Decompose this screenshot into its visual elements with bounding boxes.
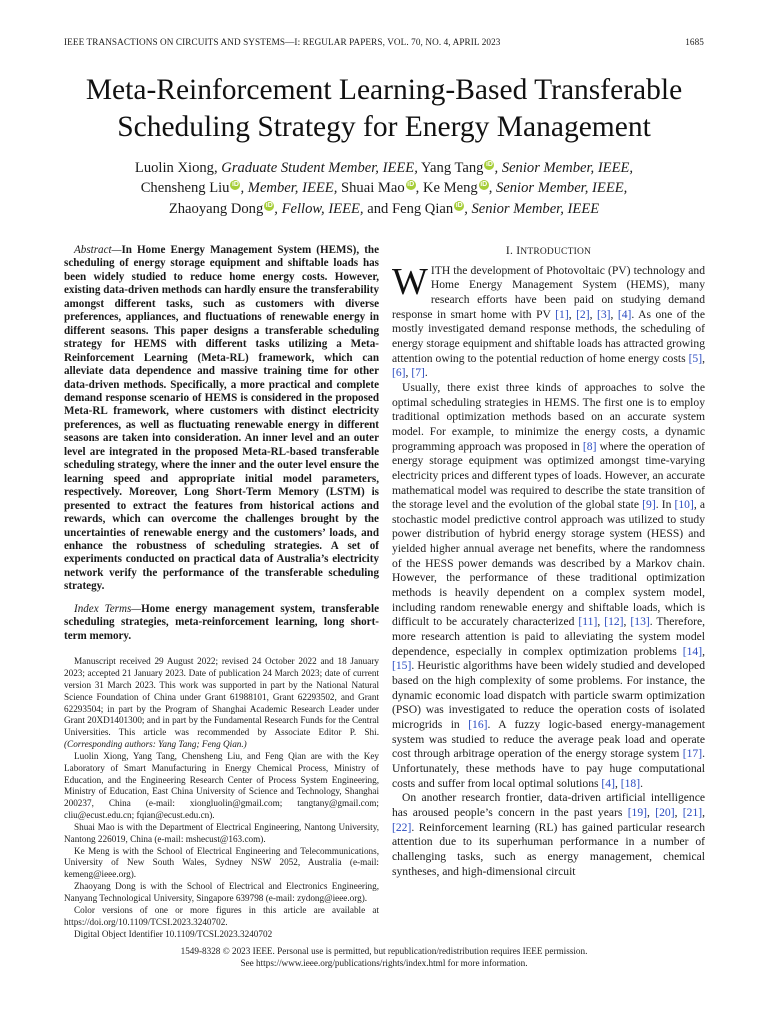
author-affiliation: , Senior Member, IEEE, xyxy=(494,160,634,176)
author-affiliation: , Fellow, IEEE, xyxy=(274,200,364,217)
paragraph-text: , xyxy=(614,776,621,790)
left-column xyxy=(64,244,379,940)
paragraph-text: . A fuzzy logic-based energy-management system was studied to reduce the average peak load and operate cost through arbitrage operation of the energy storage system xyxy=(392,718,705,761)
author-list xyxy=(40,158,728,219)
author-name: Luolin Xiong, xyxy=(134,160,218,176)
abstract xyxy=(64,244,379,594)
paragraph-text: , xyxy=(674,805,683,819)
section-heading xyxy=(392,244,705,260)
paragraph-text: . xyxy=(640,776,643,790)
title-line-1: Meta-Reinforcement Learning-Based Transferable xyxy=(85,74,683,106)
orcid-icon[interactable]: iD xyxy=(407,181,415,189)
paragraph-text: , xyxy=(702,644,705,658)
author-name: Ke Meng xyxy=(422,180,478,197)
author-name: Yang Tang xyxy=(420,160,484,176)
paragraph-text: , a stochastic model predictive control approach was utilized to study power distribution of hybrid energy storage system (HESS) and yielded higher annual average net benefits, where the randomness of the HESS power demands was described by a Markov chain. However, the performance of these traditional optimization methods is heavily dependent on a complex system model, including random renewable energy and shiftable loads, which is difficult to be accurately characterized xyxy=(392,498,705,629)
citation-link[interactable]: [14] xyxy=(682,644,703,658)
paragraph-text: . In xyxy=(655,498,675,512)
citation-link[interactable]: [10] xyxy=(674,498,694,512)
paragraph-text: , xyxy=(589,307,597,321)
author-name: Chensheng Liu xyxy=(140,180,230,197)
footnote xyxy=(64,822,379,846)
paragraph-text: , xyxy=(702,805,706,819)
footnote-text: Luolin Xiong, Yang Tang, Chensheng Liu, and Feng Qian are with the Key Laboratory of Smart Manufacturing in Energy Chemical Process, Ministry of Education, and the Engineering Research Center of Process System Engineering, Ministry of Education, East China University of Science and Technology, Shanghai 200237, China (e-mail: xiongluolin@gmail.com; tangtany@gmail.com; cliu@ecust.edu.cn; fqian@ecust.edu.cn). xyxy=(64,750,379,821)
paragraph-text: , xyxy=(568,307,577,321)
citation-link[interactable]: [13] xyxy=(630,615,650,629)
intro-paragraph-2 xyxy=(392,381,705,791)
abstract-text: In Home Energy Management System (HEMS), the scheduling of energy storage equipment and shiftable loads has been widely studied to reduce home energy costs. However, existing data-driven methods can hardly ensure the transferability amongst different tasks, such as customers with diverse preferences, appliances, and fluctuations of renewable energy in different seasons. This paper designs a transferable scheduling strategy for HEMS with different tasks utilizing a Meta-Reinforcement Learning (Meta-RL) framework, which can alleviate data dependence and massive training time for other data-driven methods. Specifically, a more practical and complete demand response scenario of HEMS is considered in the proposed Meta-RL framework, where customers with distinct electricity preferences, as well as fluctuating renewable energy in different seasons are taken into consideration. An inner level and an outer level are integrated in the proposed Meta-RL-based transferable scheduling strategy, where the inner and the outer level ensure the learning speed and appropriate initial model parameters, respectively. Moreover, Long Short-Term Memory (LSTM) is presented to extract the features from historical actions and rewards, which can overcome the challenges brought by the uncertainties of renewable energy and the customers’ loads, and enhance the robustness of scheduling strategies. A set of experiments conducted on practical data of Australia’s electricity network verify the performance of the transferable scheduling strategy. xyxy=(64,244,379,593)
author-name: Feng Qian xyxy=(391,200,454,217)
running-head xyxy=(64,37,704,47)
title-line-2: Scheduling Strategy for Energy Management xyxy=(117,111,651,143)
drop-cap: W xyxy=(392,260,428,303)
footnote xyxy=(64,751,379,822)
citation-link[interactable]: [16] xyxy=(468,718,488,731)
paragraph-text: , xyxy=(597,615,605,629)
citation-link[interactable]: [6] xyxy=(392,366,406,380)
citation-link[interactable]: [20] xyxy=(655,805,675,819)
corresponding-authors-note: (Corresponding authors: Yang Tang; Feng Qian.) xyxy=(64,739,247,750)
footnote xyxy=(64,846,379,882)
copyright-line-2: See https://www.ieee.org/publications/rights/index.html for more information. xyxy=(240,957,528,968)
paragraph-text: . Unfortunately, these methods have to pay huge computational costs and suffer from local optimal solutions xyxy=(392,747,705,790)
footnote xyxy=(64,656,379,751)
paper-title xyxy=(40,72,728,146)
intro-paragraph-1 xyxy=(392,260,705,381)
paragraph-text: , xyxy=(610,307,618,321)
author-affiliation: , Member, IEEE, xyxy=(240,180,338,197)
copyright-notice xyxy=(0,946,768,969)
right-column xyxy=(392,244,705,879)
paragraph-text: , xyxy=(405,366,412,380)
citation-link[interactable]: [7] xyxy=(411,366,425,380)
paragraph-text: , xyxy=(647,805,656,819)
paragraph-text: . Heuristic algorithms have been widely studied and developed based on the high complexity of some problems. For instance, the dynamic economic load dispatch with particle swarm optimization (PSO) was investigated to reduce the operation costs of isolated microgrids in xyxy=(392,659,705,731)
author-conjunction: and xyxy=(367,200,389,217)
citation-link[interactable]: [18] xyxy=(620,776,641,790)
citation-link[interactable]: [2] xyxy=(576,307,590,321)
orcid-icon[interactable]: iD xyxy=(231,181,239,189)
citation-link[interactable]: [1] xyxy=(555,307,569,321)
author-name: Zhaoyang Dong xyxy=(168,200,264,217)
section-title-initial: I xyxy=(516,244,521,257)
introduction-body xyxy=(392,260,706,880)
orcid-icon[interactable]: iD xyxy=(265,201,273,209)
footnote xyxy=(64,929,379,941)
citation-link[interactable]: [15] xyxy=(392,659,412,673)
footnote xyxy=(64,881,379,905)
citation-link[interactable]: [21] xyxy=(682,805,703,819)
journal-name: IEEE TRANSACTIONS ON CIRCUITS AND SYSTEMS—I: REGULAR PAPERS, VOL. 70, NO. 4, APRIL 2023 xyxy=(64,37,501,47)
paragraph-text: On another research frontier, data-driven artificial intelligence has aroused people’s concern in the past years xyxy=(392,791,705,819)
author-affiliation: Graduate Student Member, IEEE, xyxy=(221,160,418,176)
paragraph-text: , xyxy=(702,351,705,365)
page-number: 1685 xyxy=(685,37,704,47)
citation-link[interactable]: [12] xyxy=(604,615,624,629)
citation-link[interactable]: [22] xyxy=(392,820,412,834)
footnote xyxy=(64,905,379,929)
citation-link[interactable]: [11] xyxy=(578,615,598,629)
section-title-rest: NTRODUCTION xyxy=(520,247,592,257)
footnote-text: Zhaoyang Dong is with the School of Electrical and Electronics Engineering, Nanyang Technological University, Singapore 639798 (e-mail: zydong@ieee.org). xyxy=(64,881,379,904)
paragraph-text: . Therefore, more research attention is paid to alleviating the system model dependence, especially in complex optimization problems xyxy=(392,615,706,658)
section-numeral: I. xyxy=(505,244,514,257)
paragraph-text: ITH the development of Photovoltaic (PV) technology and Home Energy Management System (HEMS), many research efforts have been paid on studying demand response in smart home with PV xyxy=(392,263,705,321)
citation-link[interactable]: [4] xyxy=(617,307,632,321)
citation-link[interactable]: [4] xyxy=(601,776,615,790)
paragraph-text: where the operation of energy storage equipment was optimized amongst time-varying electricity prices and different types of loads. However, an accurate mathematical model was required to describe the state transition of the storage level and the evolution of the global state xyxy=(392,439,705,512)
paragraph-text: . Reinforcement learning (RL) has gained particular research attention due to its superhuman performance in a number of challenging tasks, such as energy management, chemical syntheses, and high-dimensional circuit xyxy=(392,820,705,878)
citation-link[interactable]: [19] xyxy=(627,805,648,819)
citation-link[interactable]: [17] xyxy=(682,747,703,761)
footnote-text: Ke Meng is with the School of Electrical Engineering and Telecommunications, University of New South Wales, Sydney NSW 2052, Australia (e-mail: kemeng@ieee.org). xyxy=(64,845,379,880)
citation-link[interactable]: [5] xyxy=(688,351,703,365)
copyright-line-1: 1549-8328 © 2023 IEEE. Personal use is permitted, but republication/redistribution requires IEEE permission. xyxy=(180,946,588,956)
author-separator: , xyxy=(415,180,420,197)
footnotes xyxy=(64,656,379,940)
footnote-text: Shuai Mao is with the Department of Electrical Engineering, Nantong University, Nantong 226019, China (e-mail: mshecust@163.com). xyxy=(64,821,379,844)
orcid-icon[interactable]: iD xyxy=(455,201,463,209)
footnote-text: Color versions of one or more figures in this article are available at https://doi.org/10.1109/TCSI.2023.3240702. xyxy=(64,904,379,927)
intro-paragraph-3 xyxy=(392,791,705,879)
abstract-label: Abstract— xyxy=(74,244,122,256)
citation-link[interactable]: [9] xyxy=(642,498,656,512)
author-affiliation: , Senior Member, IEEE, xyxy=(488,180,628,197)
index-terms xyxy=(64,603,379,643)
footnote-text: Manuscript received 29 August 2022; revised 24 October 2022 and 18 January 2023; accepted 21 January 2023. Date of publication 24 March 2023; date of current version 31 March 2023. This work was supported in part by the National Natural Science Foundation of China under Grant 61988101, Grant 62293502, and Grant 62293504; in part by the Program of Shanghai Academic Research Leader under Grant 20XD1401300; and in part by the Fundamental Research Funds for the Central Universities. This article was recommended by Associate Editor P. Shi. xyxy=(64,656,379,738)
author-name: Shuai Mao xyxy=(341,180,405,197)
paragraph-text: Usually, there exist three kinds of approaches to solve the optimal scheduling strategies in HEMS. The first one is to employ traditional optimization methods based on an accurate system model. For example, to minimize the energy costs, a dynamic programming approach was proposed in xyxy=(392,380,705,453)
citation-link[interactable]: [8] xyxy=(582,439,597,453)
paragraph-text: , xyxy=(623,615,631,629)
paragraph-text: . xyxy=(424,366,428,380)
footnote-text: Digital Object Identifier 10.1109/TCSI.2023.3240702 xyxy=(74,928,273,939)
orcid-icon[interactable]: iD xyxy=(480,181,488,189)
index-terms-label: Index Terms— xyxy=(74,602,142,615)
citation-link[interactable]: [3] xyxy=(596,307,611,321)
author-affiliation: , Senior Member, IEEE xyxy=(464,200,600,217)
orcid-icon[interactable]: iD xyxy=(485,161,493,169)
paragraph-text: . As one of the mostly investigated demand response methods, the scheduling of energy storage equipment and shiftable loads has attracted growing attention owing to the potential reduction of home energy costs xyxy=(392,307,705,365)
index-terms-text: Home energy management system, transferable scheduling strategies, meta-reinforcement learning, long short-term memory. xyxy=(64,602,379,642)
